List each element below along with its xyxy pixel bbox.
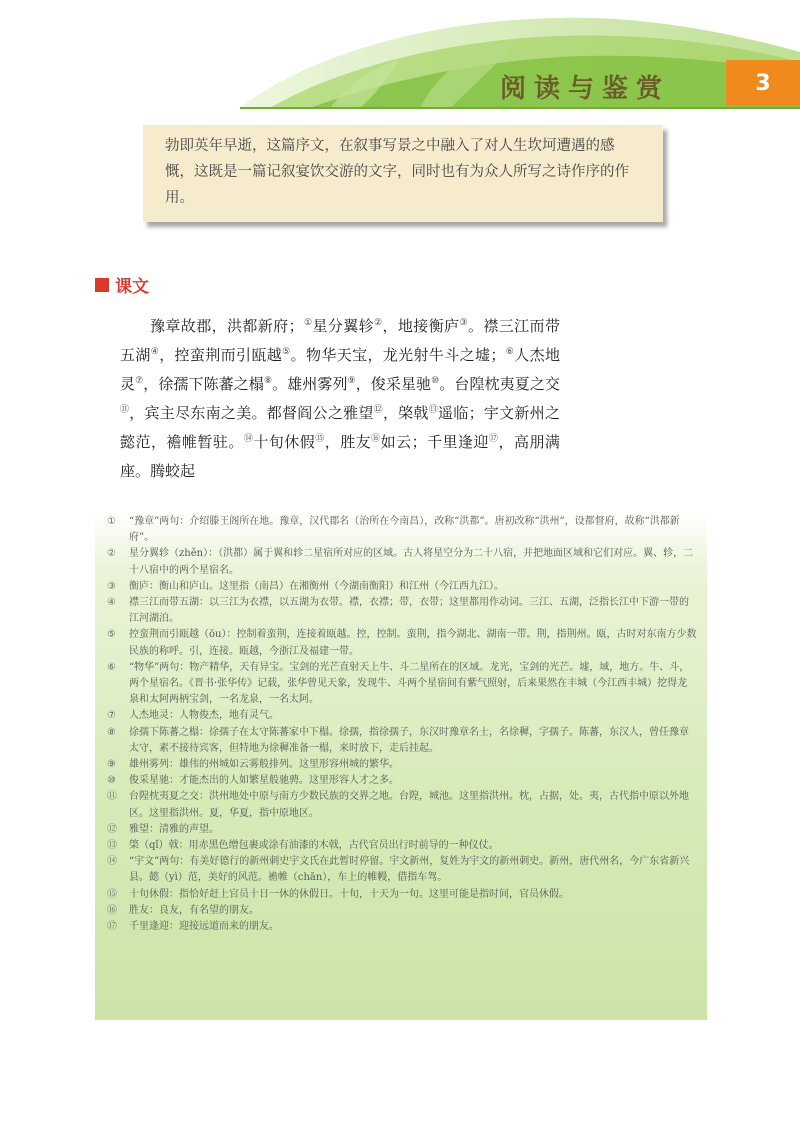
passage-segment: 。台隍枕夷夏之交	[439, 375, 560, 393]
footnote-number: ⑮	[107, 888, 117, 900]
footnote-item	[107, 773, 697, 789]
header-banner	[0, 0, 800, 110]
passage-segment: 人杰地灵	[120, 346, 560, 393]
footnote-text: 徐孺下陈蕃之榻：徐孺子在太守陈蕃家中下榻。徐孺，指徐孺子，东汉时豫章名士，名徐穉，字孺子。陈蕃，东汉人，曾任豫章太守，素不接待宾客，但特地为徐穉准备一榻，来时放下，走后挂起。	[129, 726, 689, 754]
passage-segment: 豫章故郡，洪都新府；	[150, 317, 304, 335]
intro-box	[143, 125, 663, 222]
passage-segment: 。雄州雾列	[272, 375, 348, 393]
footnote-marker: ②	[374, 318, 383, 328]
footnote-item	[107, 822, 697, 838]
footnote-number: ⑭	[107, 856, 117, 868]
footnote-number: ⑨	[107, 759, 116, 771]
footnote-text: “豫章”两句：介绍滕王阁所在地。豫章，汉代郡名（治所在今南昌），改称“洪都”。唐初改称“洪州”，设都督府，故称“洪都新府”。	[129, 516, 680, 544]
section-title: 阅读与鉴赏	[500, 74, 671, 104]
footnote-number: ⑫	[107, 823, 117, 835]
footnote-marker: ③	[459, 318, 468, 328]
heading-label: 课文	[115, 277, 149, 297]
footnote-item	[107, 789, 697, 821]
footnote-marker: ④	[150, 347, 160, 357]
passage-segment: ，宾主尽东南之美。都督阎公之雅望	[129, 404, 374, 422]
footnote-marker: ①	[303, 318, 313, 328]
footnote-text: 控蛮荆而引瓯越（ōu）：控制着蛮荆，连接着瓯越。控，控制。蛮荆，指今湖北、湖南一带。荆，指荆州。瓯，古时对东南方少数民族的称呼。引，连接。瓯越，今浙江及福建一带。	[129, 629, 697, 657]
footnote-text: 衡庐：衡山和庐山。这里指（南昌）在湘衡州（今湖南衡阳）和江州（今江西九江）。	[129, 580, 504, 592]
footnote-marker: ⑥	[505, 347, 515, 357]
footnote-text: 千里逢迎：迎接远道而来的朋友。	[129, 921, 279, 933]
section-heading	[95, 272, 149, 297]
footnote-number: ⑯	[107, 904, 117, 916]
footnote-item	[107, 725, 697, 757]
footnote-text: 雄州雾列：雄伟的州城如云雾般排列。这里形容州城的繁华。	[129, 759, 399, 771]
footnote-number: ⑤	[107, 629, 116, 641]
footnote-text: 雅望：清雅的声望。	[129, 823, 219, 835]
footnote-text: 台隍枕夷夏之交：洪州地处中原与南方少数民族的交界之地。台隍，城池。这里指洪州。枕，占据，处。夷，古代指中原以外地区。这里指洪州。夏，华夏，指中原地区。	[129, 791, 689, 819]
footnote-number: ④	[107, 597, 116, 609]
footnote-number: ⑰	[107, 921, 117, 933]
footnote-item	[107, 595, 697, 627]
footnote-marker: ⑧	[263, 376, 273, 386]
passage-segment: ，高朋满座。腾蛟起	[120, 433, 560, 480]
footnote-number: ⑧	[107, 726, 116, 738]
footnote-text: 俊采星驰：才能杰出的人如繁星般驰骋。这里形容人才之多。	[129, 775, 399, 787]
footnote-item	[107, 627, 697, 659]
footnote-item	[107, 838, 697, 854]
footnote-number: ①	[107, 516, 116, 527]
footnote-marker: ⑰	[489, 434, 499, 444]
passage-segment: ，棨戟	[382, 404, 429, 422]
footnote-marker: ⑮	[315, 434, 325, 444]
footnote-marker: ⑪	[120, 405, 130, 415]
footnote-item	[107, 660, 697, 709]
passage-segment: ，徐孺下陈蕃之榻	[143, 375, 264, 393]
footnotes-list	[95, 510, 707, 935]
footnote-item	[107, 887, 697, 903]
footnote-text: 人杰地灵：人物俊杰，地有灵气。	[129, 710, 279, 722]
footnote-marker: ⑬	[428, 405, 439, 415]
heading-square-icon	[95, 278, 109, 292]
footnote-text: 棨（qǐ）戟：用赤黑色缯包裹或涂有油漆的木戟，古代官员出行时前导的一种仪仗。	[129, 840, 499, 852]
footnote-number: ⑩	[107, 775, 116, 787]
passage-segment: 如云；千里逢迎	[380, 433, 489, 451]
footnote-marker: ⑫	[373, 405, 383, 415]
footnote-text: 襟三江而带五湖：以三江为衣襟，以五湖为衣带。襟，衣襟；带，衣带；这里都用作动词。三江、五湖，泛指长江中下游一带的江河湖泊。	[129, 597, 689, 625]
footnote-text: 十旬休假：指恰好赶上官员十日一休的休假日。十旬，十天为一旬。这里可能是指时间，官员休假。	[129, 888, 569, 900]
footnote-item	[107, 854, 697, 886]
passage-segment: ，俊采星驰	[355, 375, 432, 393]
passage-segment: 遥临；宇文新州之懿范，襜帷暂驻。	[120, 404, 560, 451]
passage-segment: 。襟三江而带五湖	[120, 317, 560, 364]
footnote-item	[107, 757, 697, 773]
passage-segment: ，控蛮荆而引瓯越	[159, 346, 283, 364]
footnote-text: 星分翼轸（zhěn）：（洪都）属于翼和轸二星宿所对应的区域。古人将星空分为二十八宿，并把地面区域和它们对应。翼、轸，二十八宿中的两个星宿名。	[129, 548, 694, 576]
footnote-number: ⑦	[107, 710, 116, 722]
footnote-text: 胜友：良友，有名望的朋友。	[129, 904, 259, 916]
footnote-item	[107, 903, 697, 919]
footnote-number: ⑬	[107, 840, 117, 852]
footnote-number: ②	[107, 548, 116, 560]
footnote-number: ③	[107, 580, 116, 592]
footnote-number: ⑪	[107, 791, 117, 803]
footnote-number: ⑥	[107, 661, 116, 673]
passage-segment: ，胜友	[324, 433, 372, 451]
footnote-marker: ⑤	[282, 347, 291, 357]
footnote-marker: ⑩	[431, 376, 440, 386]
footnote-item	[107, 919, 697, 935]
footnote-item	[107, 579, 697, 595]
intro-text: 勃即英年早逝，这篇序文，在叙事写景之中融入了对人生坎坷遭遇的感慨，这既是一篇记叙宴饮交游的文字，同时也有为众人所写之诗作序的作用。	[165, 138, 629, 206]
footnote-item	[107, 708, 697, 724]
footnote-item	[107, 546, 697, 578]
page-number-tab: 3	[726, 60, 800, 106]
footnote-marker: ⑨	[347, 376, 356, 386]
footnote-marker: ⑯	[371, 434, 381, 444]
passage-text	[120, 312, 560, 486]
footnotes-box	[95, 510, 707, 1020]
footnote-marker: ⑦	[135, 376, 144, 386]
passage-segment: 。物华天宝，龙光射牛斗之墟；	[290, 346, 506, 364]
footnote-marker: ⑭	[243, 434, 254, 444]
passage-segment: 星分翼轸	[312, 317, 375, 335]
passage-segment: 十旬休假	[253, 433, 316, 451]
passage-segment: ，地接衡庐	[382, 317, 460, 335]
footnote-text: “宇文”两句：有美好德行的新州刺史宇文氏在此暂时停留。宇文新州，复姓为宇文的新州刺史。新州，唐代州名，今广东省新兴县。懿（yì）范，美好的风范。襜帷（chān），车上的帷幔，借指车驾。	[129, 856, 690, 884]
footnote-item	[107, 514, 697, 546]
footnote-text: “物华”两句：物产精华，天有异宝。宝剑的光芒直射天上牛、斗二星所在的区域。龙光，宝剑的光芒。墟，域，地方。牛、斗，两个星宿名。《晋书·张华传》记载，张华曾见天象，发现牛、斗两个星宿间有紫气照射，后来果然在丰城（今江西丰城）挖得龙泉和太阿两柄宝剑，一名龙泉，一名太阿。	[129, 661, 690, 706]
